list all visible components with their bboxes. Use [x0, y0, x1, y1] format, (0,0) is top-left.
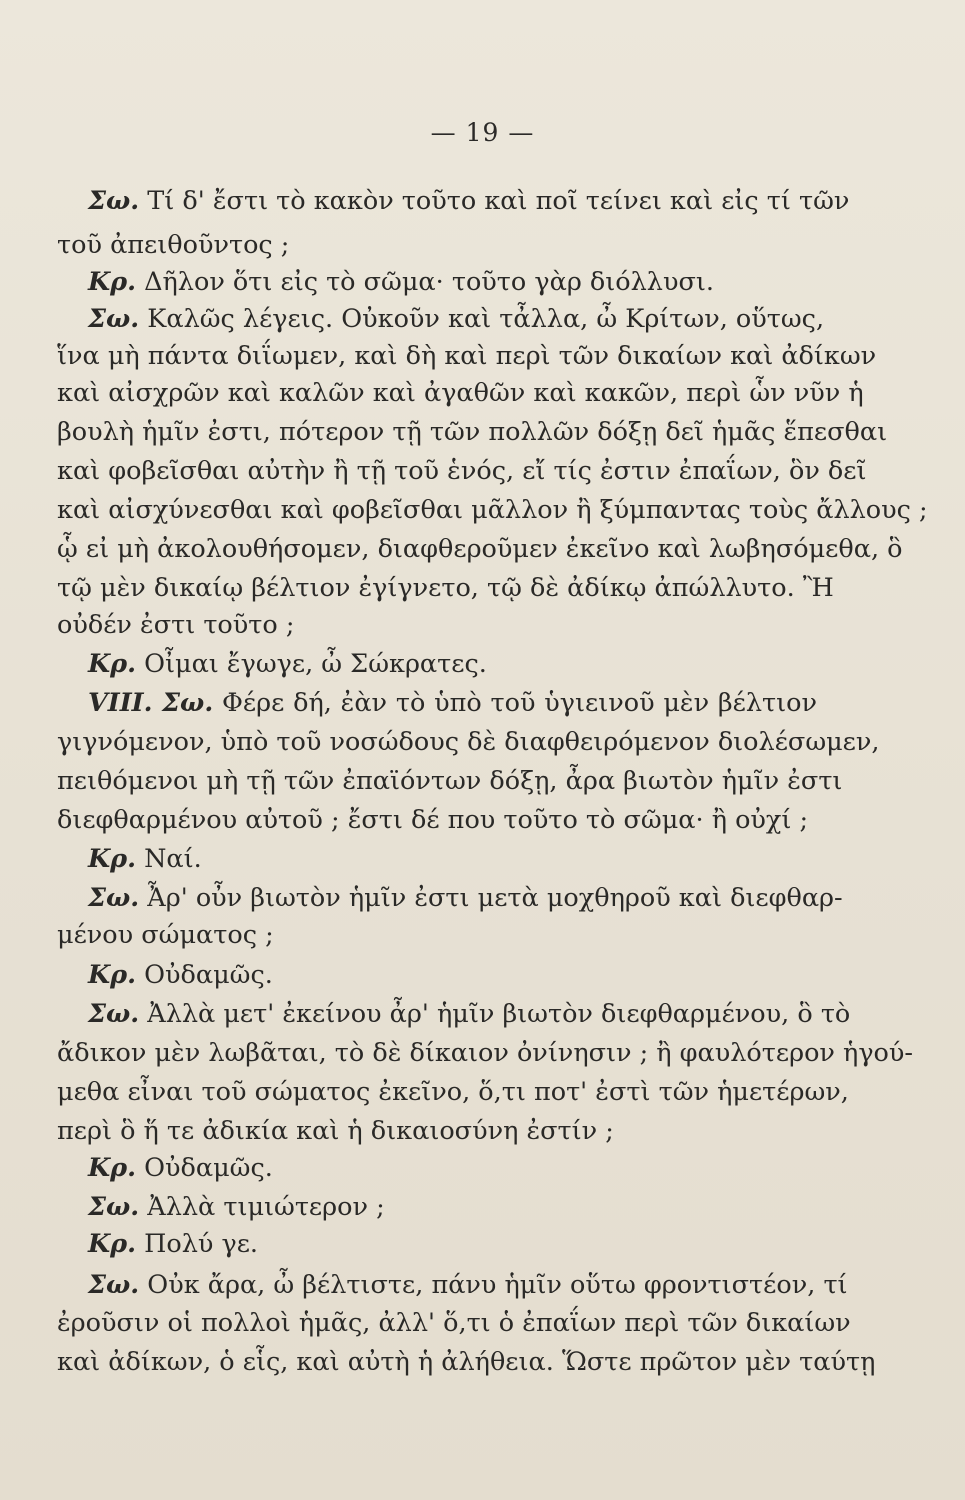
line-text: Ἆρ' οὖν βιωτὸν ἡμῖν ἐστι μετὰ μοχθηροῦ καὶ διεφθαρ- [139, 883, 843, 913]
line-text: Οὐδαμῶς. [136, 1153, 273, 1183]
speaker-label: Σω. [88, 999, 140, 1029]
text-line [57, 262, 817, 302]
line-text: καὶ αἰσχύνεσθαι καὶ φοβεῖσθαι μᾶλλον ἢ ξύμπαντας τοὺς ἄλλους ; [57, 495, 928, 525]
speaker-label: Κρ. [88, 1229, 136, 1259]
text-line [57, 1111, 817, 1151]
text-line [57, 1072, 849, 1112]
line-text: βουλὴ ἡμῖν ἐστι, πότερον τῇ τῶν πολλῶν δόξῃ δεῖ ἡμᾶς ἕπεσθαι [57, 417, 888, 447]
text-line [57, 800, 817, 840]
text-line [57, 878, 843, 918]
text-line [57, 299, 825, 339]
line-text: διεφθαρμένου αὐτοῦ ; ἔστι δέ που τοῦτο τὸ σῶμα· ἢ οὐχί ; [57, 805, 809, 835]
line-text: μένου σώματος ; [57, 920, 274, 950]
text-line [57, 722, 880, 762]
text-line [57, 1033, 914, 1073]
line-text: οὐδέν ἐστι τοῦτο ; [57, 610, 295, 640]
speaker-label: Σω. [88, 1270, 140, 1300]
text-line [57, 683, 817, 723]
line-text: ἵνα μὴ πάντα διΐωμεν, καὶ δὴ καὶ περὶ τῶν δικαίων καὶ ἀδίκων [57, 341, 877, 371]
line-text: τοῦ ἀπειθοῦντος ; [57, 230, 290, 260]
text-line [57, 490, 928, 530]
speaker-label: Κρ. [88, 649, 136, 679]
line-text: γιγνόμενον, ὑπὸ τοῦ νοσώδους δὲ διαφθειρόμενον διολέσωμεν, [57, 727, 880, 757]
text-line [57, 1342, 876, 1382]
line-text: Οὐδαμῶς. [136, 960, 273, 990]
text-line [57, 225, 817, 265]
speaker-label: Σω. [88, 186, 140, 216]
page-number: — 19 — [430, 118, 535, 147]
line-text: Ἀλλὰ τιμιώτερον ; [139, 1192, 385, 1222]
line-text: περὶ ὃ ἥ τε ἀδικία καὶ ἡ δικαιοσύνη ἐστίν ; [57, 1116, 614, 1146]
text-line [57, 1265, 848, 1305]
text-line [57, 336, 877, 376]
line-text: Ναί. [136, 844, 202, 874]
text-line [57, 839, 817, 879]
text-line [57, 1303, 851, 1343]
speaker-label: VIII. Σω. [88, 688, 214, 718]
line-text: πειθόμενοι μὴ τῇ τῶν ἐπαϊόντων δόξῃ, ἆρα βιωτὸν ἡμῖν ἐστι [57, 766, 843, 796]
text-line [57, 529, 903, 569]
text-line [57, 568, 834, 608]
line-text: Φέρε δή, ἐὰν τὸ ὑπὸ τοῦ ὑγιεινοῦ μὲν βέλτιον [213, 688, 817, 718]
line-text: ᾧ εἰ μὴ ἀκολουθήσομεν, διαφθεροῦμεν ἐκεῖνο καὶ λωβησόμεθα, ὃ [57, 534, 903, 564]
text-line [57, 915, 817, 955]
line-text: Οἶμαι ἔγωγε, ὦ Σώκρατες. [136, 649, 487, 679]
text-line [57, 955, 817, 995]
line-text: ἐροῦσιν οἱ πολλοὶ ἡμᾶς, ἀλλ' ὅ,τι ὁ ἐπαΐων περὶ τῶν δικαίων [57, 1308, 851, 1338]
line-text: μεθα εἶναι τοῦ σώματος ἐκεῖνο, ὅ,τι ποτ' ἐστὶ τῶν ἡμετέρων, [57, 1077, 849, 1107]
line-text: καὶ φοβεῖσθαι αὐτὴν ἢ τῇ τοῦ ἑνός, εἴ τίς ἐστιν ἐπαΐων, ὃν δεῖ [57, 456, 867, 486]
speaker-label: Σω. [88, 1192, 140, 1222]
text-line [57, 451, 867, 491]
line-text: Πολύ γε. [136, 1229, 259, 1259]
line-text: Τί δ' ἔστι τὸ κακὸν τοῦτο καὶ ποῖ τείνει καὶ εἰς τί τῶν [139, 186, 850, 216]
text-line [57, 605, 817, 645]
line-text: Ἀλλὰ μετ' ἐκείνου ἆρ' ἡμῖν βιωτὸν διεφθαρμένου, ὃ τὸ [139, 999, 851, 1029]
text-line [57, 644, 817, 684]
line-text: Δῆλον ὅτι εἰς τὸ σῶμα· τοῦτο γὰρ διόλλυσι. [136, 267, 714, 297]
line-text: καὶ ἀδίκων, ὁ εἷς, καὶ αὐτὴ ἡ ἀλήθεια. Ὥστε πρῶτον μὲν ταύτῃ [57, 1347, 876, 1377]
speaker-label: Κρ. [88, 960, 136, 990]
speaker-label: Σω. [88, 304, 140, 334]
text-line [57, 181, 850, 221]
speaker-label: Κρ. [88, 1153, 136, 1183]
line-text: τῷ μὲν δικαίῳ βέλτιον ἐγίγνετο, τῷ δὲ ἀδίκῳ ἀπώλλυτο. Ἢ [57, 573, 834, 603]
text-line [57, 1187, 817, 1227]
text-line [57, 1224, 817, 1264]
speaker-label: Κρ. [88, 267, 136, 297]
text-line [57, 412, 888, 452]
text-line [57, 761, 843, 801]
line-text: Οὐκ ἄρα, ὦ βέλτιστε, πάνυ ἡμῖν οὕτω φροντιστέον, τί [139, 1270, 848, 1300]
speaker-label: Κρ. [88, 844, 136, 874]
text-line [57, 373, 864, 413]
text-line [57, 994, 851, 1034]
text-line [57, 1148, 817, 1188]
speaker-label: Σω. [88, 883, 140, 913]
line-text: ἄδικον μὲν λωβᾶται, τὸ δὲ δίκαιον ὀνίνησιν ; ἢ φαυλότερον ἡγού- [57, 1038, 914, 1068]
line-text: Καλῶς λέγεις. Οὐκοῦν καὶ τἆλλα, ὦ Κρίτων, οὕτως, [139, 304, 825, 334]
line-text: καὶ αἰσχρῶν καὶ καλῶν καὶ ἀγαθῶν καὶ κακῶν, περὶ ὧν νῦν ἡ [57, 378, 864, 408]
